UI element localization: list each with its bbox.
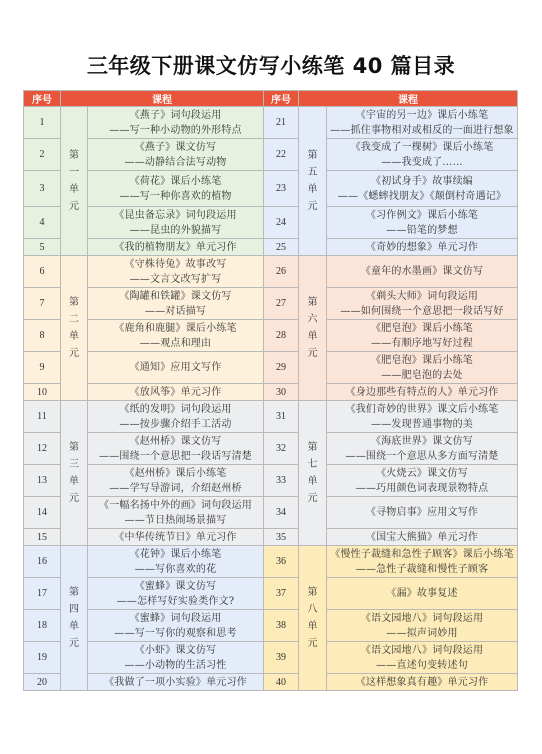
table-row [24,239,518,256]
table-of-contents [23,90,518,691]
lesson-title: 《宇宙的另一边》课后小练笔 [355,109,489,121]
lesson-title: 《小虾》课文仿写 [134,644,217,656]
lesson-title: 《花钟》课后小练笔 [129,548,222,560]
row-number: 27 [264,288,299,320]
lesson-cell [327,107,518,139]
lesson-cell [327,384,518,401]
header-lesson-left: 课程 [61,91,264,107]
lesson-title: 《火烧云》课文仿写 [376,467,468,479]
lesson-title: 《习作例文》课后小练笔 [365,209,479,221]
unit-label-char: 第 [69,587,79,598]
lesson-cell [327,546,518,578]
lesson-title: 《通知》应用文写作 [129,362,222,373]
unit-label-char: 单 [307,621,318,632]
lesson-subtitle: ——直述句变转述句 [376,659,468,671]
table-row [24,288,518,320]
lesson-cell [327,288,518,320]
table-row [24,171,518,207]
lesson-title: 《燕子》词句段运用 [129,109,222,121]
lesson-cell [327,642,518,674]
row-number: 19 [24,642,61,674]
table-row [24,578,518,610]
lesson-title: 《赵州桥》课文仿写 [129,435,222,447]
row-number: 13 [24,465,61,497]
lesson-title: 《慢性子裁缝和急性子顾客》课后小练笔 [330,548,514,560]
lesson-cell [88,674,264,691]
row-number: 37 [264,578,299,610]
lesson-title: 《蜜蜂》课文仿写 [134,580,217,592]
table-row [24,433,518,465]
row-number: 3 [24,171,61,207]
unit-label-char: 第 [307,297,318,308]
lesson-title: 《奇妙的想象》单元习作 [365,241,479,253]
table-row [24,610,518,642]
row-number: 5 [24,239,61,256]
unit-label-char: 单 [307,184,318,195]
table-row [24,320,518,352]
row-number: 2 [24,139,61,171]
table-row [24,642,518,674]
unit-label-char: 第 [307,587,318,598]
lesson-subtitle: ——写你喜欢的花 [134,563,217,575]
lesson-cell [327,256,518,288]
lesson-subtitle: ——按步骤介绍手工活动 [119,418,232,430]
lesson-subtitle: ——巧用颜色词表现景物特点 [355,482,489,494]
lesson-subtitle: ——发现普通事物的美 [371,418,473,430]
lesson-cell [327,239,518,256]
unit-label [61,256,88,401]
unit-label-char: 六 [307,314,318,325]
row-number: 14 [24,497,61,529]
lesson-cell [88,256,264,288]
row-number: 32 [264,433,299,465]
lesson-title: 《鹿角和鹿腿》课后小练笔 [114,322,237,334]
lesson-cell [327,320,518,352]
row-number: 15 [24,529,61,546]
lesson-title: 《燕子》课文仿写 [134,141,217,153]
lesson-title: 《一幅名扬中外的画》词句段运用 [99,499,252,511]
table-row [24,674,518,691]
lesson-title: 《昆虫备忘录》词句段运用 [114,209,237,221]
lesson-subtitle: ——小动物的生活习性 [124,659,227,671]
lesson-title: 《中华传统节日》单元习作 [114,531,237,543]
unit-label-char: 四 [69,604,79,615]
lesson-title: 《语文园地八》词句段运用 [360,612,484,624]
lesson-title: 《海底世界》课文仿写 [371,435,473,447]
row-number: 33 [264,465,299,497]
unit-label-char: 七 [307,459,318,470]
unit-label-char: 元 [69,493,79,504]
unit-label [299,401,327,546]
row-number: 35 [264,529,299,546]
unit-label-char: 二 [69,314,79,325]
lesson-subtitle: ——有顺序地写好过程 [371,337,473,349]
lesson-cell [327,497,518,529]
row-number: 36 [264,546,299,578]
lesson-subtitle: ——肥皂泡的去处 [381,369,463,381]
lesson-title: 《肥皂泡》课后小练笔 [371,354,473,366]
row-number: 29 [264,352,299,384]
unit-label-char: 单 [307,331,318,342]
row-number: 25 [264,239,299,256]
row-number: 12 [24,433,61,465]
lesson-subtitle: ——急性子裁缝和慢性子顾客 [355,563,489,575]
row-number: 23 [264,171,299,207]
table-header-row [24,91,518,107]
lesson-cell [88,384,264,401]
header-lesson-right: 课程 [299,91,518,107]
lesson-subtitle: ——抓住事物相对或相反的一面进行想象 [330,124,514,136]
row-number: 26 [264,256,299,288]
unit-label-char: 三 [69,459,79,470]
row-number: 31 [264,401,299,433]
unit-label-char: 元 [69,201,79,212]
row-number: 20 [24,674,61,691]
lesson-cell [327,529,518,546]
unit-label [61,546,88,691]
unit-label-char: 单 [69,184,79,195]
row-number: 30 [264,384,299,401]
lesson-cell [88,139,264,171]
row-number: 40 [264,674,299,691]
unit-label-char: 第 [69,297,79,308]
lesson-subtitle: ——写一种小动物的外形特点 [109,124,242,136]
lesson-title: 《语文园地八》词句段运用 [360,644,484,656]
lesson-title: 《放风筝》单元习作 [129,386,222,398]
lesson-subtitle: ——围绕一个意思从多方面写清楚 [345,450,499,462]
unit-label-char: 元 [69,348,79,359]
table-row [24,465,518,497]
lesson-title: 《我做了一项小实验》单元习作 [104,676,247,688]
lesson-title: 《漏》故事复述 [386,588,458,599]
lesson-cell [88,578,264,610]
table-row [24,546,518,578]
lesson-title: 《我的植物朋友》单元习作 [114,241,237,253]
lesson-subtitle: ——对话描写 [144,305,207,317]
lesson-subtitle: ——节日热闹场景描写 [124,514,227,526]
unit-label-char: 元 [69,638,79,649]
lesson-subtitle: ——观点和理由 [139,337,212,349]
row-number: 4 [24,207,61,239]
lesson-title: 《我们奇妙的世界》课文后小练笔 [345,403,499,415]
unit-label-char: 元 [307,201,318,212]
lesson-title: 《肥皂泡》课后小练笔 [371,322,473,334]
lesson-subtitle: ——拟声词妙用 [386,627,458,639]
row-number: 21 [264,107,299,139]
lesson-title: 《身边那些有特点的人》单元习作 [345,386,499,398]
lesson-subtitle: ——《蟋蟀找朋友》《颠倒村奇遇记》 [337,190,507,202]
lesson-subtitle: ——写一写你的观察和思考 [114,627,237,639]
lesson-subtitle: ——昆虫的外貌描写 [129,224,222,236]
lesson-cell [88,171,264,207]
lesson-cell [88,465,264,497]
header-no-right: 序号 [264,91,299,107]
lesson-cell [88,401,264,433]
header-no-left: 序号 [24,91,61,107]
row-number: 17 [24,578,61,610]
unit-label [61,107,88,256]
table-row [24,107,518,139]
lesson-cell [327,433,518,465]
unit-label-char: 八 [307,604,318,615]
lesson-title: 《守株待兔》故事改写 [124,258,227,270]
lesson-cell [327,465,518,497]
lesson-cell [88,529,264,546]
lesson-title: 《这样想象真有趣》单元习作 [355,676,489,688]
lesson-cell [327,610,518,642]
lesson-cell [88,207,264,239]
table-row [24,207,518,239]
table-row [24,401,518,433]
unit-label [299,107,327,256]
lesson-subtitle: ——文言文改写扩写 [129,273,222,285]
lesson-subtitle: ——围绕一个意思把一段话写清楚 [99,450,252,462]
row-number: 39 [264,642,299,674]
row-number: 18 [24,610,61,642]
page-title: 三年级下册课文仿写小练笔 40 篇目录 [86,54,456,78]
lesson-title: 《荷花》课后小练笔 [129,175,222,187]
row-number: 11 [24,401,61,433]
lesson-title: 《剃头大师》词句段运用 [365,290,479,302]
lesson-title: 《赵州桥》课后小练笔 [124,467,227,479]
lesson-cell [88,288,264,320]
unit-label-char: 单 [69,331,79,342]
row-number: 9 [24,352,61,384]
lesson-subtitle: ——如何围绕一个意思把一段话写好 [340,305,504,317]
lesson-title: 《国宝大熊猫》单元习作 [365,531,479,543]
lesson-cell [88,642,264,674]
table-row [24,497,518,529]
lesson-cell [88,546,264,578]
lesson-cell [327,352,518,384]
lesson-cell [88,352,264,384]
row-number: 28 [264,320,299,352]
unit-label [61,401,88,546]
table-row [24,352,518,384]
unit-label-char: 单 [69,621,79,632]
lesson-cell [88,239,264,256]
row-number: 34 [264,497,299,529]
lesson-subtitle: ——我变成了…… [381,156,463,168]
lesson-title: 《初试身手》故事续编 [371,175,473,187]
lesson-title: 《童年的水墨画》课文仿写 [360,266,484,277]
lesson-subtitle: ——学写导游词，介绍赵州桥 [109,482,242,494]
row-number: 22 [264,139,299,171]
lesson-cell [327,139,518,171]
unit-label-char: 五 [307,167,318,178]
unit-label-char: 元 [307,638,318,649]
row-number: 6 [24,256,61,288]
row-number: 1 [24,107,61,139]
lesson-cell [88,320,264,352]
unit-label [299,546,327,691]
row-number: 38 [264,610,299,642]
row-number: 7 [24,288,61,320]
row-number: 16 [24,546,61,578]
table-row [24,384,518,401]
lesson-subtitle: ——铅笔的梦想 [386,224,458,236]
table-row [24,256,518,288]
table-row [24,139,518,171]
lesson-cell [327,674,518,691]
lesson-cell [88,610,264,642]
lesson-title: 《纸的发明》词句段运用 [119,403,232,415]
unit-label-char: 元 [307,493,318,504]
lesson-title: 《蜜蜂》词句段运用 [129,612,222,624]
unit-label-char: 第 [69,150,79,161]
lesson-subtitle: ——怎样写好实验类作文? [116,595,235,607]
lesson-cell [88,107,264,139]
unit-label-char: 第 [307,442,318,453]
unit-label-char: 元 [307,348,318,359]
unit-label [299,256,327,401]
lesson-cell [327,171,518,207]
lesson-cell [327,401,518,433]
lesson-cell [88,497,264,529]
row-number: 10 [24,384,61,401]
unit-label-char: 单 [307,476,318,487]
lesson-title: 《寻物启事》应用文写作 [365,507,479,518]
lesson-cell [327,207,518,239]
unit-label-char: 单 [69,476,79,487]
unit-label-char: 第 [307,150,318,161]
lesson-cell [327,578,518,610]
lesson-cell [88,433,264,465]
unit-label-char: 第 [69,442,79,453]
unit-label-char: 一 [69,167,79,178]
lesson-subtitle: ——写一种你喜欢的植物 [119,190,232,202]
table-row [24,529,518,546]
lesson-title: 《我变成了一棵树》课后小练笔 [350,141,494,153]
row-number: 8 [24,320,61,352]
row-number: 24 [264,207,299,239]
lesson-subtitle: ——动静结合法写动物 [124,156,227,168]
lesson-title: 《陶罐和铁罐》课文仿写 [119,290,232,302]
